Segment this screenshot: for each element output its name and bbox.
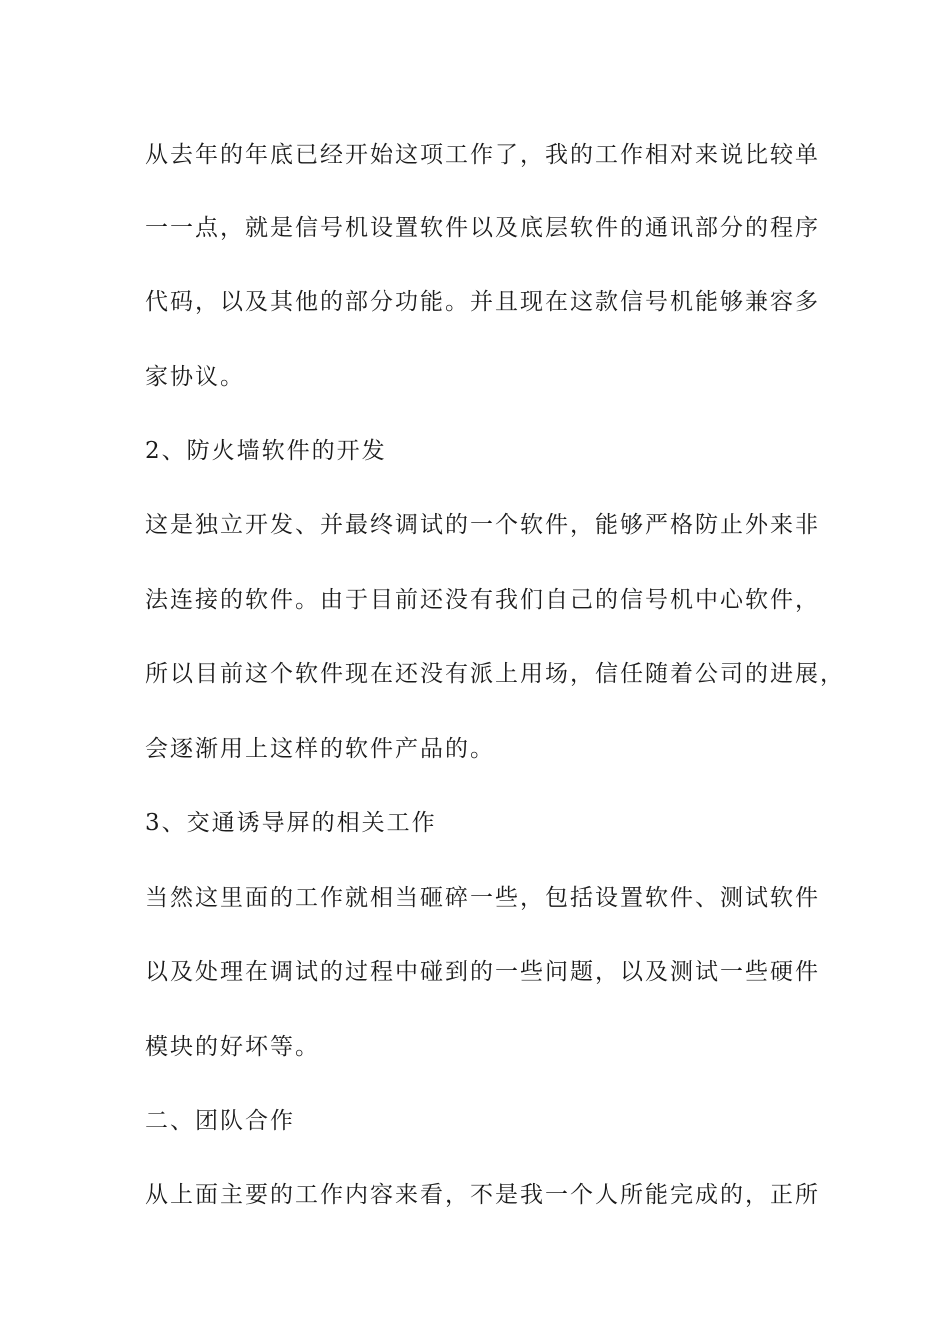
paragraph-line: 所以目前这个软件现在还没有派上用场，信任随着公司的进展， xyxy=(145,661,845,687)
paragraph-line: 模块的好坏等。 xyxy=(145,1034,320,1060)
paragraph-line: 这是独立开发、并最终调试的一个软件，能够严格防止外来非 xyxy=(145,512,820,538)
paragraph-line: 从上面主要的工作内容来看，不是我一个人所能完成的，正所 xyxy=(145,1182,820,1208)
section-heading: 二、团队合作 xyxy=(145,1108,295,1134)
paragraph-line: 家协议。 xyxy=(145,364,245,390)
section-heading: 2、防火墙软件的开发 xyxy=(145,438,387,464)
section-heading: 3、交通诱导屏的相关工作 xyxy=(145,810,437,836)
paragraph-line: 从去年的年底已经开始这项工作了，我的工作相对来说比较单 xyxy=(145,142,820,168)
paragraph-line: 以及处理在调试的过程中碰到的一些问题，以及测试一些硬件 xyxy=(145,959,820,985)
paragraph-line: 当然这里面的工作就相当砸碎一些，包括设置软件、测试软件 xyxy=(145,885,820,911)
paragraph-line: 代码，以及其他的部分功能。并且现在这款信号机能够兼容多 xyxy=(145,289,820,315)
paragraph-line: 一一点，就是信号机设置软件以及底层软件的通讯部分的程序 xyxy=(145,215,820,241)
paragraph-line: 会逐渐用上这样的软件产品的。 xyxy=(145,736,495,762)
paragraph-line: 法连接的软件。由于目前还没有我们自己的信号机中心软件， xyxy=(145,587,820,613)
